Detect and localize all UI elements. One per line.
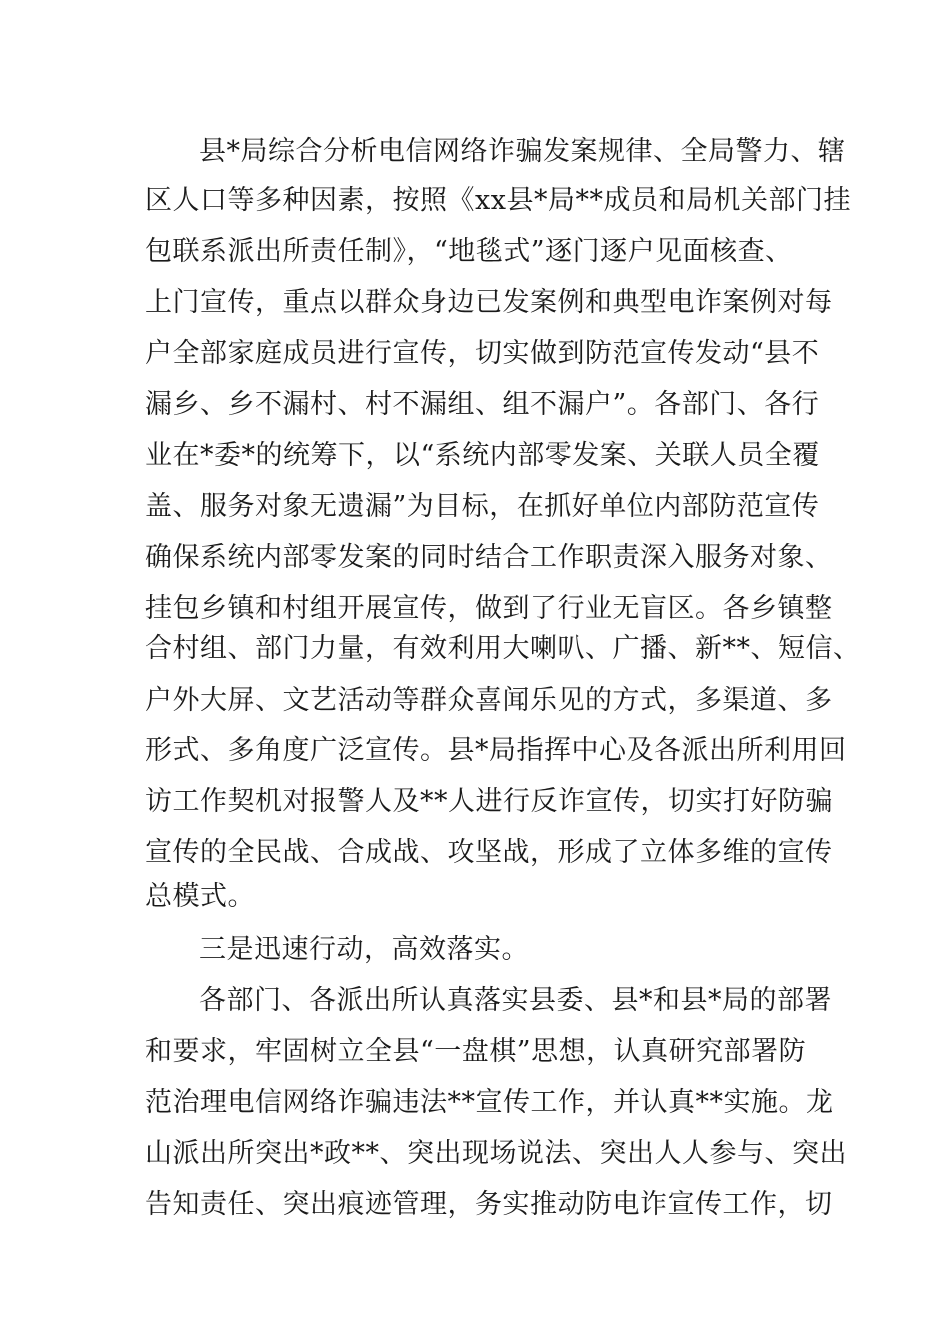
paragraph-1-line: 漏乡、乡不漏村、村不漏组、组不漏户”。各部门、各行 xyxy=(145,389,820,420)
paragraph-1-line: 确保系统内部零发案的同时结合工作职责深入服务对象、 xyxy=(145,542,833,573)
paragraph-1-line: 户全部家庭成员进行宣传，切实做到防范宣传发动“县不 xyxy=(145,338,820,369)
paragraph-1-line: 访工作契机对报警人及**人进行反诈宣传，切实打好防骗 xyxy=(145,786,833,817)
paragraph-2-line: 山派出所突出*政**、突出现场说法、突出人人参与、突出 xyxy=(145,1138,847,1169)
paragraph-1-line: 县*局综合分析电信网络诈骗发案规律、全局警力、辖 xyxy=(199,136,846,167)
paragraph-2-line: 范治理电信网络诈骗违法**宣传工作，并认真**实施。龙 xyxy=(145,1087,834,1118)
paragraph-1-line: 形式、多角度广泛宣传。县*局指挥中心及各派出所利用回 xyxy=(145,735,847,766)
paragraph-1-line: 业在*委*的统筹下，以“系统内部零发案、关联人员全覆 xyxy=(145,440,820,471)
section-heading: 三是迅速行动，高效落实。 xyxy=(199,934,529,965)
paragraph-2-line: 各部门、各派出所认真落实县委、县*和县*局的部署 xyxy=(199,985,832,1016)
paragraph-1-line: 区人口等多种因素，按照《xx县*局**成员和局机关部门挂 xyxy=(145,185,851,216)
paragraph-2-line: 告知责任、突出痕迹管理，务实推动防电诈宣传工作，切 xyxy=(145,1189,833,1220)
paragraph-1-line: 宣传的全民战、合成战、攻坚战，形成了立体多维的宣传 xyxy=(145,837,833,868)
paragraph-1-line: 包联系派出所责任制》，“地毯式”逐门逐户见面核查、 xyxy=(145,236,793,267)
paragraph-1-line: 总模式。 xyxy=(145,881,255,912)
paragraph-1-line: 上门宣传，重点以群众身边已发案例和典型电诈案例对每 xyxy=(145,287,833,318)
paragraph-2-line: 和要求，牢固树立全县“一盘棋”思想，认真研究部署防 xyxy=(145,1036,807,1067)
paragraph-1-line: 挂包乡镇和村组开展宣传，做到了行业无盲区。各乡镇整 xyxy=(145,593,833,624)
paragraph-1-line: 户外大屏、文艺活动等群众喜闻乐见的方式，多渠道、多 xyxy=(145,685,833,716)
paragraph-1-line: 盖、服务对象无遗漏”为目标，在抓好单位内部防范宣传 xyxy=(145,491,820,522)
paragraph-1-line: 合村组、部门力量，有效利用大喇叭、广播、新**、短信、 xyxy=(145,633,861,664)
